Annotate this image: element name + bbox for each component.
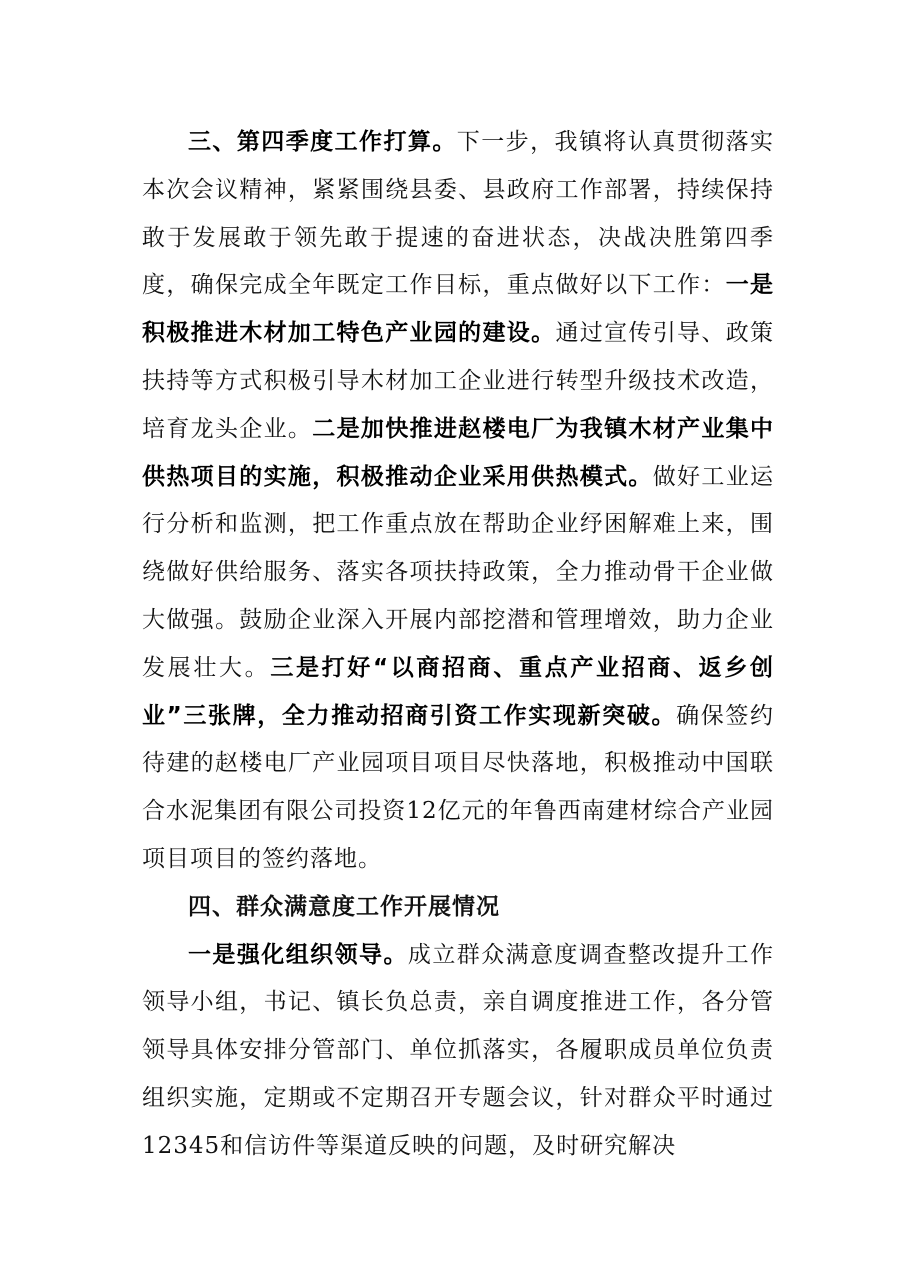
section-heading-satisfaction-text: 四、群众满意度工作开展情况 bbox=[188, 893, 500, 920]
paragraph-q4-plan bbox=[142, 119, 774, 884]
document-body bbox=[142, 119, 774, 1171]
paragraph-organization bbox=[142, 932, 774, 1171]
task-three-heading: 三是打好“以商招商、重点产业招商、返乡创业”三张牌，全力推动招商引资工作实现新突破。 bbox=[142, 654, 774, 729]
task-two-heading: 二是加快推进赵楼电厂为我镇木材产业集中供热项目的实施，积极推动企业采用供热模式。 bbox=[142, 415, 775, 490]
organization-heading: 一是强化组织领导。 bbox=[188, 941, 408, 968]
task-one-text: 通过宣传引导、政策扶持等方式积极引导木材加工企业进行转型升级技术改造，培育龙头企业。 bbox=[142, 320, 775, 442]
q4-plan-intro: 下一步，我镇将认真贯彻落实本次会议精神，紧紧围绕县委、县政府工作部署，持续保持敢于发展敢于领先敢于提速的奋进状态，决战决胜第四季度，确保完成全年既定工作目标，重点做好以下工作： bbox=[142, 129, 775, 299]
section-heading-q4-plan: 三、第四季度工作打算。 bbox=[188, 129, 457, 155]
task-one-heading: 一是积极推进木材加工特色产业园的建设。 bbox=[142, 272, 775, 347]
section-heading-satisfaction bbox=[142, 884, 774, 932]
task-two-text: 做好工业运行分析和监测，把工作重点放在帮助企业纾困解难上来，围绕做好供给服务、落实各项扶持政策，全力推动骨干企业做大做强。鼓励企业深入开展内部挖潜和管理增效，助力企业发展壮大。 bbox=[142, 463, 775, 681]
task-three-text: 确保签约待建的赵楼电厂产业园项目项目尽快落地，积极推动中国联合水泥集团有限公司投资12亿元的年鲁西南建材综合产业园项目项目的签约落地。 bbox=[142, 702, 774, 872]
organization-text: 成立群众满意度调查整改提升工作领导小组，书记、镇长负总责，亲自调度推进工作，各分管领导具体安排分管部门、单位抓落实，各履职成员单位负责组织实施，定期或不定期召开专题会议，针对群众平时通过12345和信访件等渠道反映的问题，及时研究解决 bbox=[142, 941, 775, 1159]
